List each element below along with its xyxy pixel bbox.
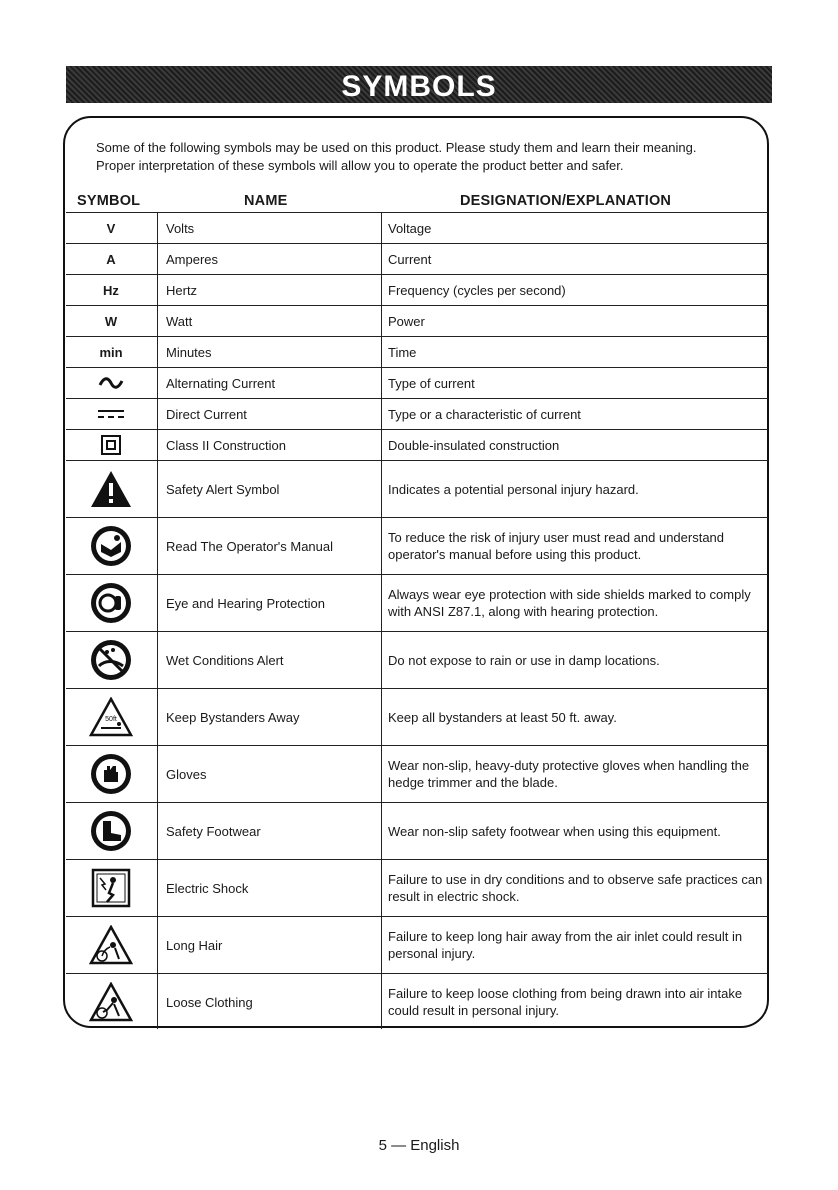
safety-alert-icon — [89, 469, 133, 509]
alternating-current-icon — [98, 376, 124, 390]
table-row — [66, 688, 768, 745]
table-row — [66, 745, 768, 802]
explanation-cell: Power — [388, 313, 425, 329]
keep-bystanders-away-icon — [89, 697, 133, 737]
table-row — [66, 367, 768, 398]
read-manual-icon — [89, 524, 133, 568]
symbols-banner — [66, 66, 772, 103]
explanation-cell: Time — [388, 344, 417, 360]
symbol-cell — [66, 213, 156, 243]
name-cell: Keep Bystanders Away — [166, 709, 300, 725]
symbol-text: Hz — [103, 282, 119, 298]
name-cell: Alternating Current — [166, 375, 276, 391]
class-ii-construction-icon — [101, 435, 121, 455]
eye-hearing-protection-icon — [89, 581, 133, 625]
symbol-cell — [66, 461, 156, 517]
explanation-cell: Failure to use in dry conditions and to observe safe practices can result in electric shock. — [388, 872, 763, 904]
direct-current-icon — [96, 407, 126, 421]
name-cell: Volts — [166, 220, 195, 236]
name-cell: Watt — [166, 313, 193, 329]
name-cell: Electric Shock — [166, 880, 249, 896]
page-footer: 5 — English — [378, 1137, 460, 1154]
symbol-cell — [66, 430, 156, 460]
symbol-cell — [66, 803, 156, 859]
symbol-cell — [66, 399, 156, 429]
name-cell: Read The Operator's Manual — [166, 538, 334, 554]
table-row — [66, 517, 768, 574]
explanation-cell: Failure to keep long hair away from the air inlet could result in personal injury. — [388, 929, 743, 961]
symbol-cell — [66, 689, 156, 745]
long-hair-icon — [89, 925, 133, 965]
table-row — [66, 305, 768, 336]
name-cell: Long Hair — [166, 937, 223, 953]
column-header-explanation: DESIGNATION/EXPLANATION — [460, 193, 672, 209]
symbol-text: A — [106, 251, 116, 267]
symbol-cell — [66, 746, 156, 802]
explanation-cell: Voltage — [388, 220, 432, 236]
name-cell: Class II Construction — [166, 437, 286, 453]
explanation-cell: Frequency (cycles per second) — [388, 282, 566, 298]
symbol-text: V — [106, 220, 116, 236]
explanation-cell: Double-insulated construction — [388, 437, 560, 453]
name-cell: Safety Footwear — [166, 823, 261, 839]
intro-line-2: Proper interpretation of these symbols will allow you to operate the product better and safer. — [96, 158, 624, 173]
symbol-cell — [66, 632, 156, 688]
symbol-cell — [66, 337, 156, 367]
table-row — [66, 973, 768, 1030]
name-cell: Wet Conditions Alert — [166, 652, 284, 668]
table-row — [66, 212, 768, 243]
svg-text:50ft: 50ft — [105, 716, 117, 723]
gloves-icon — [89, 752, 133, 796]
name-cell: Direct Current — [166, 406, 247, 422]
name-cell: Safety Alert Symbol — [166, 481, 280, 497]
table-row — [66, 802, 768, 859]
table-row — [66, 631, 768, 688]
symbols-table — [66, 212, 768, 1029]
symbol-cell — [66, 275, 156, 305]
symbol-cell — [66, 306, 156, 336]
table-row — [66, 274, 768, 305]
table-row — [66, 243, 768, 274]
intro-text — [96, 139, 756, 175]
symbol-cell — [66, 368, 156, 398]
page-title: SYMBOLS — [341, 69, 497, 103]
column-header-name: NAME — [244, 193, 288, 209]
symbol-cell — [66, 860, 156, 916]
name-cell: Minutes — [166, 344, 212, 360]
symbol-cell — [66, 575, 156, 631]
symbol-cell — [66, 518, 156, 574]
explanation-cell: Wear non-slip, heavy-duty protective gloves when handling the hedge trimmer and the blade. — [388, 758, 750, 790]
table-row — [66, 916, 768, 973]
explanation-cell: Keep all bystanders at least 50 ft. away. — [388, 709, 617, 725]
table-row — [66, 398, 768, 429]
explanation-cell: Do not expose to rain or use in damp locations. — [388, 652, 660, 668]
loose-clothing-icon — [89, 982, 133, 1022]
table-row — [66, 429, 768, 460]
electric-shock-icon — [91, 868, 131, 908]
explanation-cell: Current — [388, 251, 432, 267]
explanation-cell: Indicates a potential personal injury hazard. — [388, 481, 639, 497]
symbol-cell — [66, 974, 156, 1030]
name-cell: Eye and Hearing Protection — [166, 595, 325, 611]
name-cell: Amperes — [166, 251, 219, 267]
explanation-cell: Wear non-slip safety footwear when using this equipment. — [388, 823, 721, 839]
name-cell: Hertz — [166, 282, 198, 298]
explanation-cell: Type or a characteristic of current — [388, 406, 581, 422]
symbol-text: W — [104, 313, 118, 329]
table-row — [66, 336, 768, 367]
symbol-cell — [66, 244, 156, 274]
explanation-cell: Always wear eye protection with side shields marked to comply with ANSI Z87.1, along with hearing protection. — [388, 587, 751, 619]
safety-footwear-icon — [89, 809, 133, 853]
symbol-cell — [66, 917, 156, 973]
explanation-cell: To reduce the risk of injury user must read and understand operator's manual before using this product. — [388, 530, 725, 562]
table-row — [66, 574, 768, 631]
explanation-cell: Failure to keep loose clothing from being drawn into air intake could result in personal injury. — [388, 986, 743, 1018]
explanation-cell: Type of current — [388, 375, 475, 391]
name-cell: Gloves — [166, 766, 207, 782]
table-row — [66, 859, 768, 916]
column-header-symbol: SYMBOL — [77, 193, 141, 209]
symbol-text: min — [99, 344, 123, 360]
name-cell: Loose Clothing — [166, 994, 253, 1010]
table-row — [66, 460, 768, 517]
wet-conditions-icon — [89, 638, 133, 682]
intro-line-1: Some of the following symbols may be used on this product. Please study them and learn their meaning. — [96, 140, 697, 155]
